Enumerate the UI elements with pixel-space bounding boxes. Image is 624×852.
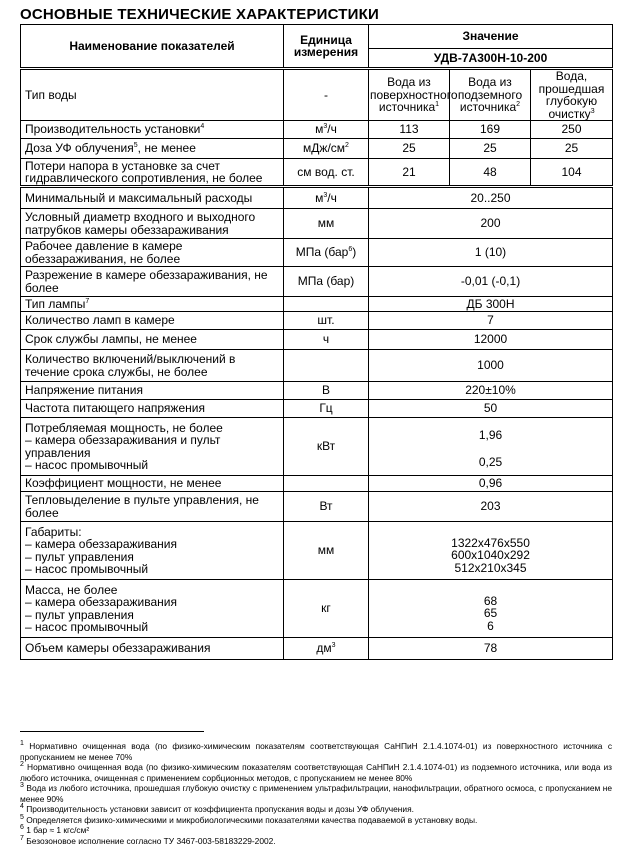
row-unit [284,350,369,382]
row-unit: В [284,382,369,400]
footnote-divider [20,731,204,732]
row-unit: Вт [284,492,369,522]
row-name: Условный диаметр входного и выходного патрубков камеры обеззараживания [21,209,284,239]
row-value: 12000 [369,330,613,350]
water-type-underground: Вода из подземного источника$^2$ [450,69,531,121]
table-header-row [21,25,613,49]
row-name: Потери напора в установке за счет гидравлического сопротивления, не более [21,159,284,187]
row-name: Частота питающего напряжения [21,400,284,418]
row-name: Тепловыделение в пульте управления, не более [21,492,284,522]
row-name: Объем камеры обеззараживания [21,638,284,660]
row-name: Количество включений/выключений в течение срока службы, не более [21,350,284,382]
footnote: $^2$ Нормативно очищенная вода (по физико-химическим показателям соответствующая СаНПиН 2.1.4.1074-01) из подземного источника, или вода из любого источника, очищенная с применением сорбционных методов, с пропусканием не менее 80% [20,761,612,783]
row-unit: МПа (бар) [284,267,369,297]
row-name: Минимальный и максимальный расходы [21,187,284,209]
row-value: 104 [531,159,613,187]
header-value: Значение [369,25,613,49]
table-row [21,492,613,522]
table-row [21,638,613,660]
row-name: Рабочее давление в камере обеззараживания, не более [21,239,284,267]
row-unit: Гц [284,400,369,418]
row-value: 78 [369,638,613,660]
row-value: -0,01 (-0,1) [369,267,613,297]
table-row [21,350,613,382]
row-unit: мДж/$см^2$ [284,139,369,159]
table-row [21,121,613,139]
header-unit: Единица измерения [284,25,369,69]
row-value: 1 (10) [369,239,613,267]
table-row [21,400,613,418]
table-row [21,69,613,121]
table-row [21,187,613,209]
row-unit: $дм^3$ [284,638,369,660]
footnote: $^1$ Нормативно очищенная вода (по физико-химическим показателям соответствующая СаНПиН 2.1.4.1074-01) из поверхностного источника с пропусканием не менее 70% [20,740,613,762]
row-unit: см вод. ст. [284,159,369,187]
row-name: Количество ламп в камере [21,312,284,330]
row-value: 203 [369,492,613,522]
row-value: 200 [369,209,613,239]
row-unit [284,476,369,492]
table-row [21,312,613,330]
row-value: 25 [369,139,450,159]
row-name: Тип воды [21,69,284,121]
row-unit: МПа (бар$^6$) [284,239,369,267]
header-model: УДВ-7А300Н-10-200 [369,49,613,69]
table-row [21,476,613,492]
row-unit: $м^3/ч$ [284,121,369,139]
row-value: ДБ 300Н [369,297,613,312]
water-type-surface: Вода из поверхностного источника$^1$ [369,69,450,121]
row-value: 113 [369,121,450,139]
row-name: Тип лампы$^7$ [21,297,284,312]
row-name: Производительность установки$^4$ [21,121,284,139]
row-value: 0,96 [369,476,613,492]
row-name: Коэффициент мощности, не менее [21,476,284,492]
table-row [21,330,613,350]
table-row [21,209,613,239]
row-unit: шт. [284,312,369,330]
page-title: ОСНОВНЫЕ ТЕХНИЧЕСКИЕ ХАРАКТЕРИСТИКИ [20,6,379,23]
row-value: 20..250 [369,187,613,209]
row-value: 68 65 6 [369,580,613,638]
footnote: $^6$ 1 бар ≈ 1 кгс/см² [20,824,90,835]
row-name: Разрежение в камере обеззараживания, не более [21,267,284,297]
table-row [21,418,613,476]
footnote: $^3$ Вода из любого источника, прошедшая глубокую очистку с применением ультрафильтрации, нанофильтрации, обратного осмоса, с пропусканием не менее 90% [20,782,613,804]
row-name: Потребляемая мощность, не более – камера обеззараживания и пульт управления – насос промывочный [21,418,284,476]
table-row [21,580,613,638]
row-value: 250 [531,121,613,139]
table-row [21,382,613,400]
row-value: 50 [369,400,613,418]
row-value: 1322x476x550 600x1040x292 512x210x345 [369,522,613,580]
row-unit: ч [284,330,369,350]
table-row [21,297,613,312]
row-unit: $м^3/ч$ [284,187,369,209]
table-row [21,159,613,187]
row-name: Напряжение питания [21,382,284,400]
table-row [21,522,613,580]
table-row [21,267,613,297]
table-row [21,139,613,159]
row-unit: кг [284,580,369,638]
footnote: $^4$ Производительность установки зависит от коэффициента пропускания воды и дозы УФ облучения. [20,803,414,814]
row-unit: мм [284,522,369,580]
row-value: 25 [531,139,613,159]
row-value: 1,96 0,25 [369,418,613,476]
specifications-table [20,24,613,660]
footnote: $^5$ Определяется физико-химическими и микробиологическими показателями качества подаваемой в установку воды. [20,813,478,825]
footnote: $^7$ Безозоновое исполнение согласно ТУ 3467-003-58183229-2002. [20,834,276,846]
row-name: Габариты: – камера обеззараживания – пульт управления – насос промывочный [21,522,284,580]
row-value: 220±10% [369,382,613,400]
row-unit: - [284,69,369,121]
row-name: Доза УФ облучения$^5$, не менее [21,139,284,159]
row-value: 7 [369,312,613,330]
water-type-deep-cleaned: Вода, прошедшая глубокую очистку$^3$ [531,69,613,121]
row-value: 25 [450,139,531,159]
row-name: Масса, не более – камера обеззараживания – пульт управления – насос промывочный [21,580,284,638]
row-value: 1000 [369,350,613,382]
row-name: Срок службы лампы, не менее [21,330,284,350]
row-value: 21 [369,159,450,187]
row-unit: кВт [284,418,369,476]
row-unit [284,297,369,312]
header-name: Наименование показателей [21,25,284,69]
table-row [21,239,613,267]
row-unit: мм [284,209,369,239]
row-value: 169 [450,121,531,139]
row-value: 48 [450,159,531,187]
footnotes [20,741,612,846]
